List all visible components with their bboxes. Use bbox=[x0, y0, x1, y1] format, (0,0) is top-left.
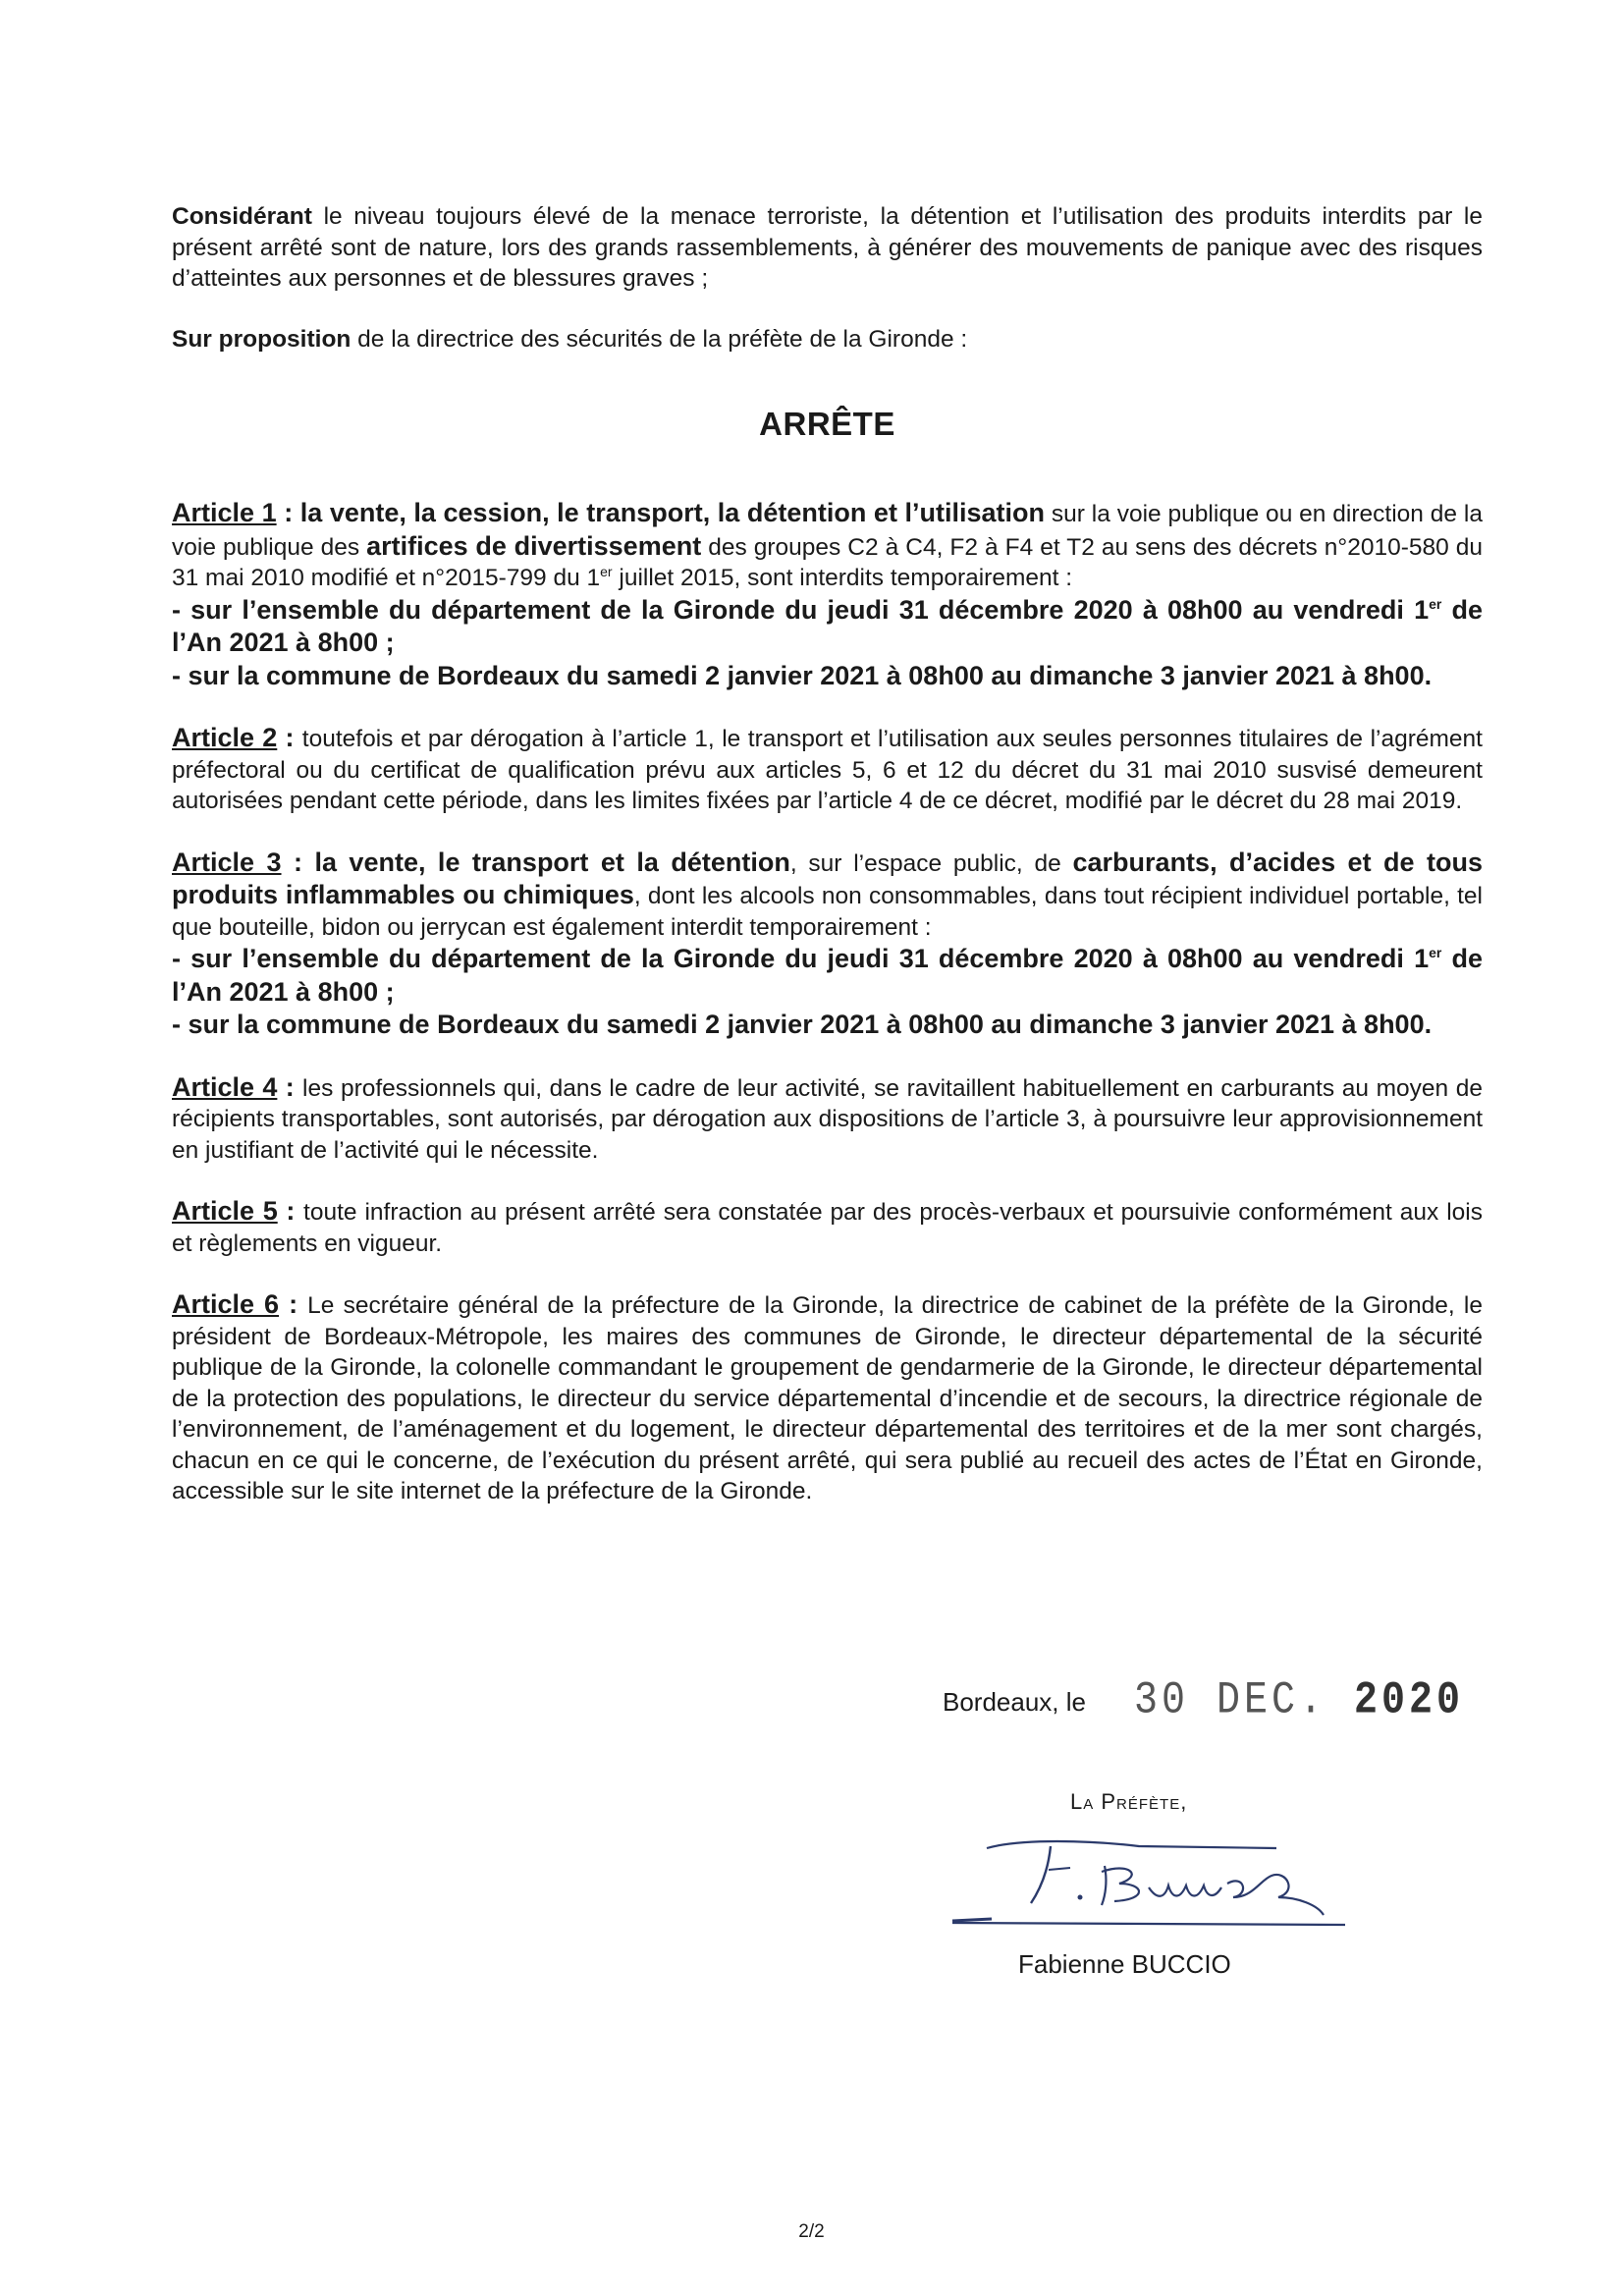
document-body bbox=[172, 201, 1483, 1537]
article-4-text: les professionnels qui, dans le cadre de leur activité, se ravitaillent habituellement en carburants au moyen de récipients transportables, sont autorisés, par dérogation aux dispositions de l’article 3, à poursuivre leur approvisionnement en justifiant de l’activité qui le nécessite. bbox=[172, 1074, 1484, 1164]
article-3-label: Article 3 bbox=[172, 847, 282, 877]
article-1-line-1-sup: er bbox=[1429, 595, 1442, 612]
handwritten-signature bbox=[933, 1827, 1365, 1944]
article-2-label: Article 2 bbox=[172, 723, 278, 752]
article-1 bbox=[172, 497, 1483, 692]
date-stamp-year: 2020 bbox=[1354, 1675, 1465, 1727]
article-5-label: Article 5 bbox=[172, 1196, 278, 1226]
signer-role: La Préfète, bbox=[1070, 1789, 1188, 1814]
article-4 bbox=[172, 1071, 1483, 1167]
article-1-bold-1: la vente, la cession, le transport, la détention et l’utilisation bbox=[299, 498, 1046, 527]
considerant-paragraph bbox=[172, 201, 1483, 295]
article-5 bbox=[172, 1195, 1483, 1259]
considerant-lead: Considérant bbox=[172, 203, 312, 230]
article-1-line-2: - sur la commune de Bordeaux du samedi 2 janvier 2021 à 08h00 au dimanche 3 janvier 2021 à 8h00. bbox=[172, 660, 1433, 690]
article-1-text-2: des groupes C2 à C4, F2 à F4 et T2 au sens des décrets n°2010-580 du 31 mai 2010 modifié et n°2015-799 du 1 bbox=[172, 533, 1483, 591]
article-4-label: Article 4 bbox=[172, 1071, 278, 1102]
article-1-text-3: juillet 2015, sont interdits temporairement : bbox=[612, 565, 1073, 591]
article-1-label: Article 1 bbox=[172, 498, 277, 527]
signature-place: Bordeaux, le bbox=[943, 1687, 1086, 1717]
article-5-sep: : bbox=[277, 1196, 304, 1226]
article-2-text: toutefois et par dérogation à l’article 1, le transport et l’utilisation aux seules personnes titulaires de l’agrément préfectoral ou du certificat de qualification prévu aux articles 5, 6 et 12 du décret du 31 mai 2010 susvisé demeurent autorisées pendant cette période, dans les limites fixées par l’article 4 de ce décret, modifié par le décret du 28 mai 2019. bbox=[172, 726, 1483, 814]
article-1-line-1b: de l’An 2021 à 8h00 ; bbox=[172, 594, 1483, 657]
article-4-sep: : bbox=[277, 1071, 303, 1102]
date-stamp bbox=[1134, 1676, 1464, 1727]
article-3-bold-1: la vente, le transport et la détention bbox=[314, 847, 790, 877]
article-3-line-1b: de l’An 2021 à 8h00 ; bbox=[172, 944, 1483, 1007]
article-5-text: toute infraction au présent arrêté sera constatée par des procès-verbaux et poursuivie conformément aux lois et règlements en vigueur. bbox=[172, 1199, 1483, 1257]
article-1-sep: : bbox=[276, 498, 300, 527]
article-3-line-1a: - sur l’ensemble du département de la Gironde du jeudi 31 décembre 2020 à 08h00 au vendredi 1 bbox=[172, 944, 1430, 973]
article-6-text: Le secrétaire général de la préfecture de la Gironde, la directrice de cabinet de la préfète de la Gironde, le président de Bordeaux-Métropole, les maires des communes de Gironde, le directeur départemental de la sécurité publique de la Gironde, la colonelle commandant le groupement de gendarmerie de la Gironde, le directeur départemental de la protection des populations, le directeur du service départemental d’incendie et de secours, la directrice régionale de l’environnement, de l’aménagement et du logement, le directeur départemental des territoires et de la mer sont chargés, chacun en ce qui le concerne, de l’exécution du présent arrêté, qui sera publié au recueil des actes de l’État en Gironde, accessible sur le site internet de la préfecture de la Gironde. bbox=[172, 1292, 1484, 1504]
article-6-label: Article 6 bbox=[172, 1289, 280, 1319]
article-3-text-2: , dont les alcools non consommables, dans tout récipient individuel portable, tel que bouteille, bidon ou jerrycan est également interdit temporairement : bbox=[172, 883, 1483, 941]
date-stamp-day-month: 30 DEC. bbox=[1134, 1675, 1327, 1727]
proposition-paragraph bbox=[172, 324, 1483, 355]
article-3-line-1 bbox=[172, 944, 1483, 1007]
article-3 bbox=[172, 847, 1483, 1042]
article-3-line-1-sup: er bbox=[1429, 945, 1442, 960]
decree-title: ARRÊTE bbox=[759, 406, 895, 442]
article-1-text-1: sur la voie publique ou en direction de la voie publique des bbox=[172, 501, 1483, 561]
article-2 bbox=[172, 722, 1483, 817]
article-3-line-2: - sur la commune de Bordeaux du samedi 2 janvier 2021 à 08h00 au dimanche 3 janvier 2021 à 8h00. bbox=[172, 1010, 1433, 1039]
article-2-sep: : bbox=[277, 723, 302, 752]
article-6-sep: : bbox=[279, 1289, 308, 1319]
article-1-sup: er bbox=[600, 563, 613, 579]
article-1-line-1a: - sur l’ensemble du département de la Gironde du jeudi 31 décembre 2020 à 08h00 au vendredi 1 bbox=[172, 594, 1430, 625]
article-1-bold-2: artifices de divertissement bbox=[366, 530, 702, 561]
page-number: 2/2 bbox=[798, 2221, 825, 2242]
article-3-text-1: , sur l’espace public, de bbox=[789, 849, 1073, 877]
article-3-sep: : bbox=[281, 847, 315, 877]
proposition-lead: Sur proposition bbox=[172, 325, 352, 353]
article-1-line-1 bbox=[172, 595, 1483, 658]
considerant-text: le niveau toujours élevé de la menace terroriste, la détention et l’utilisation des produits interdits par le présent arrêté sont de nature, lors des grands rassemblements, à générer des mouvements de panique avec des risques d’atteintes aux personnes et de blessures graves ; bbox=[172, 203, 1483, 292]
proposition-text: de la directrice des sécurités de la préfète de la Gironde : bbox=[351, 325, 968, 353]
article-6 bbox=[172, 1288, 1483, 1507]
signer-name: Fabienne BUCCIO bbox=[1018, 1949, 1231, 1979]
article-3-bold-2: carburants, d’acides et de tous produits inflammables ou chimiques bbox=[172, 847, 1483, 909]
signature-text: F. Buccio bbox=[933, 1827, 938, 1828]
